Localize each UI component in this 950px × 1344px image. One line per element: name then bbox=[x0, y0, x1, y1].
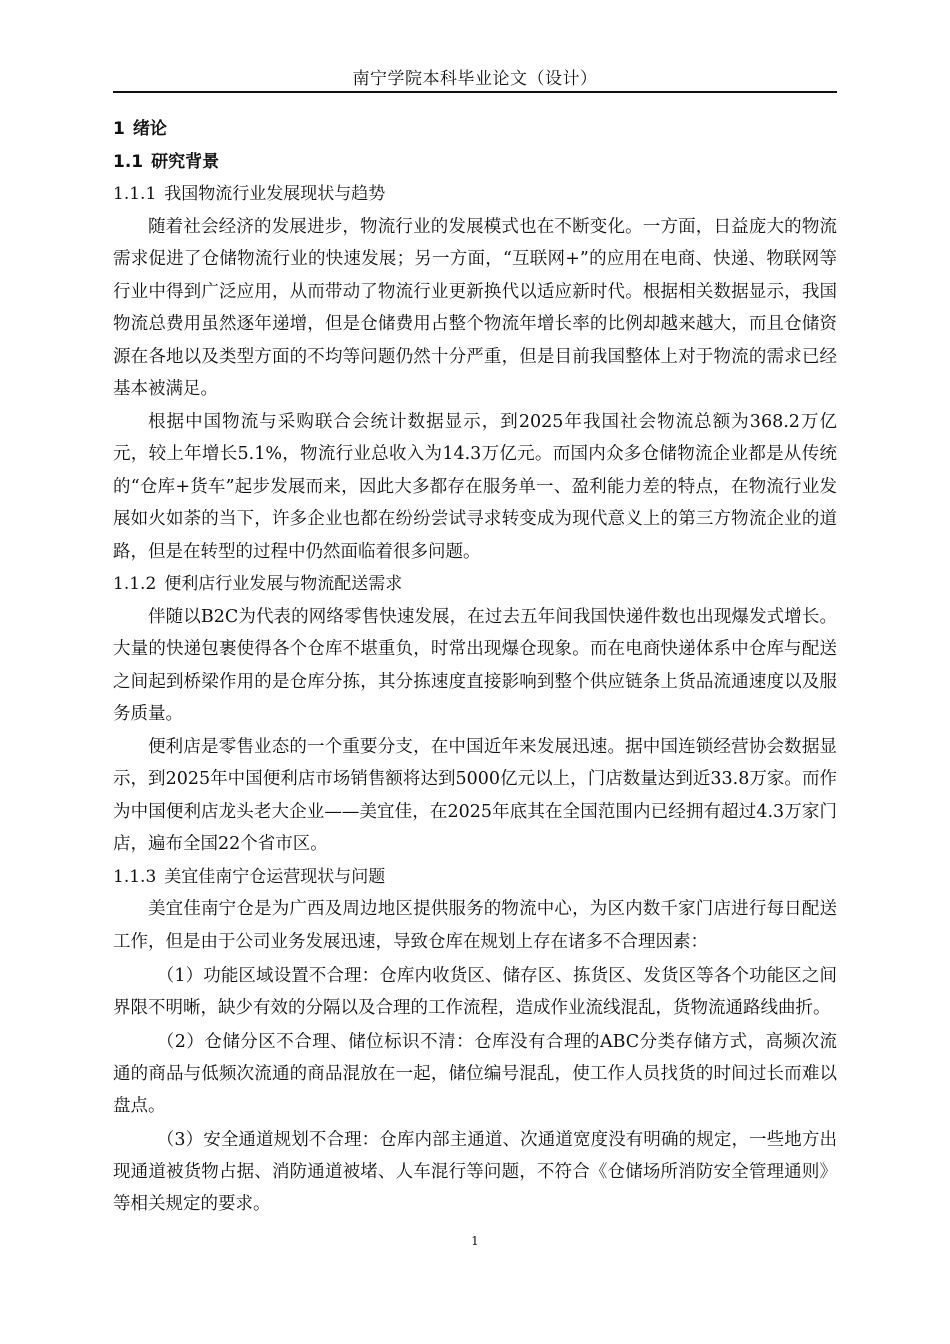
body-paragraph: 根据中国物流与采购联合会统计数据显示，到2025年我国社会物流总额为368.2万亿元，较上年增长5.1%，物流行业总收入为14.3万亿元。而国内众多仓储物流企业都是从传统的“仓库+货车”起步发展而来，因此大多都存在服务单一、盈利能力差的特点，在物流行业发展如火如荼的当下，许多企业也都在纷纷尝试寻求转变成为现代意义上的第三方物流企业的道路，但是在转型的过程中仍然面临着很多问题。 bbox=[113, 411, 837, 562]
chapter-number: 1 bbox=[113, 119, 125, 139]
subsection-heading bbox=[113, 568, 837, 601]
chapter-title: 绪论 bbox=[132, 119, 167, 139]
subsection-heading bbox=[113, 178, 837, 211]
header-rule bbox=[113, 91, 837, 93]
subsection-title: 美宜佳南宁仓运营现状与问题 bbox=[164, 866, 386, 887]
body-paragraph: 美宜佳南宁仓是为广西及周边地区提供服务的物流中心，为区内数千家门店进行每日配送工作，但是由于公司业务发展迅速，导致仓库在规划上存在诸多不合理因素： bbox=[113, 899, 837, 952]
subsection-heading bbox=[113, 861, 837, 894]
page-number: 1 bbox=[471, 1234, 479, 1248]
subsection-title: 便利店行业发展与物流配送需求 bbox=[164, 574, 403, 594]
list-item: （1）功能区域设置不合理：仓库内收货区、储存区、拣货区、发货区等各个功能区之间界限不明晰，缺少有效的分隔以及合理的工作流程，造成作业流线混乱，货物流通路线曲折。 bbox=[113, 966, 837, 1018]
page-body bbox=[113, 113, 837, 1220]
list-item: （2）仓储分区不合理、储位标识不清：仓库没有合理的ABC分类存储方式，高频次流通的商品与低频次流通的商品混放在一起，储位编号混乱，使工作人员找货的时间过长而难以盘点。 bbox=[113, 1032, 837, 1116]
section-number: 1.1 bbox=[113, 151, 144, 172]
section-title: 研究背景 bbox=[151, 151, 220, 172]
list-item: （3）安全通道规划不合理：仓库内部主通道、次通道宽度没有明确的规定，一些地方出现通道被货物占据、消防通道被堵、人车混行等问题，不符合《仓储场所消防安全管理通则》等相关规定的要求。 bbox=[113, 1130, 837, 1214]
running-header: 南宁学院本科毕业论文（设计） bbox=[352, 69, 598, 89]
subsection-number: 1.1.2 bbox=[113, 574, 157, 594]
subsection-number: 1.1.3 bbox=[113, 866, 157, 887]
body-paragraph: 便利店是零售业态的一个重要分支，在中国近年来发展迅速。据中国连锁经营协会数据显示，到2025年中国便利店市场销售额将达到5000亿元以上，门店数量达到近33.8万家。而作为中国便利店龙头老大企业——美宜佳，在2025年底其在全国范围内已经拥有超过4.3万家门店，遍布全国22个省市区。 bbox=[113, 736, 837, 854]
body-paragraph: 随着社会经济的发展进步，物流行业的发展模式也在不断变化。一方面，日益庞大的物流需求促进了仓储物流行业的快速发展；另一方面，“互联网+”的应用在电商、快递、物联网等行业中得到广泛应用，从而带动了物流行业更新换代以适应新时代。根据相关数据显示，我国物流总费用虽然逐年递增，但是仓储费用占整个物流年增长率的比例却越来越大，而且仓储资源在各地以及类型方面的不均等问题仍然十分严重，但是目前我国整体上对于物流的需求已经基本被满足。 bbox=[113, 216, 837, 399]
subsection-number: 1.1.1 bbox=[113, 184, 157, 204]
section-heading bbox=[113, 146, 837, 179]
body-paragraph: 伴随以B2C为代表的网络零售快速发展，在过去五年间我国快递件数也出现爆发式增长。大量的快递包裹使得各个仓库不堪重负，时常出现爆仓现象。而在电商快递体系中仓库与配送之间起到桥梁作用的是仓库分拣，其分拣速度直接影响到整个供应链条上货品流通速度以及服务质量。 bbox=[113, 606, 837, 724]
chapter-heading bbox=[113, 113, 837, 146]
subsection-title: 我国物流行业发展现状与趋势 bbox=[164, 184, 386, 204]
